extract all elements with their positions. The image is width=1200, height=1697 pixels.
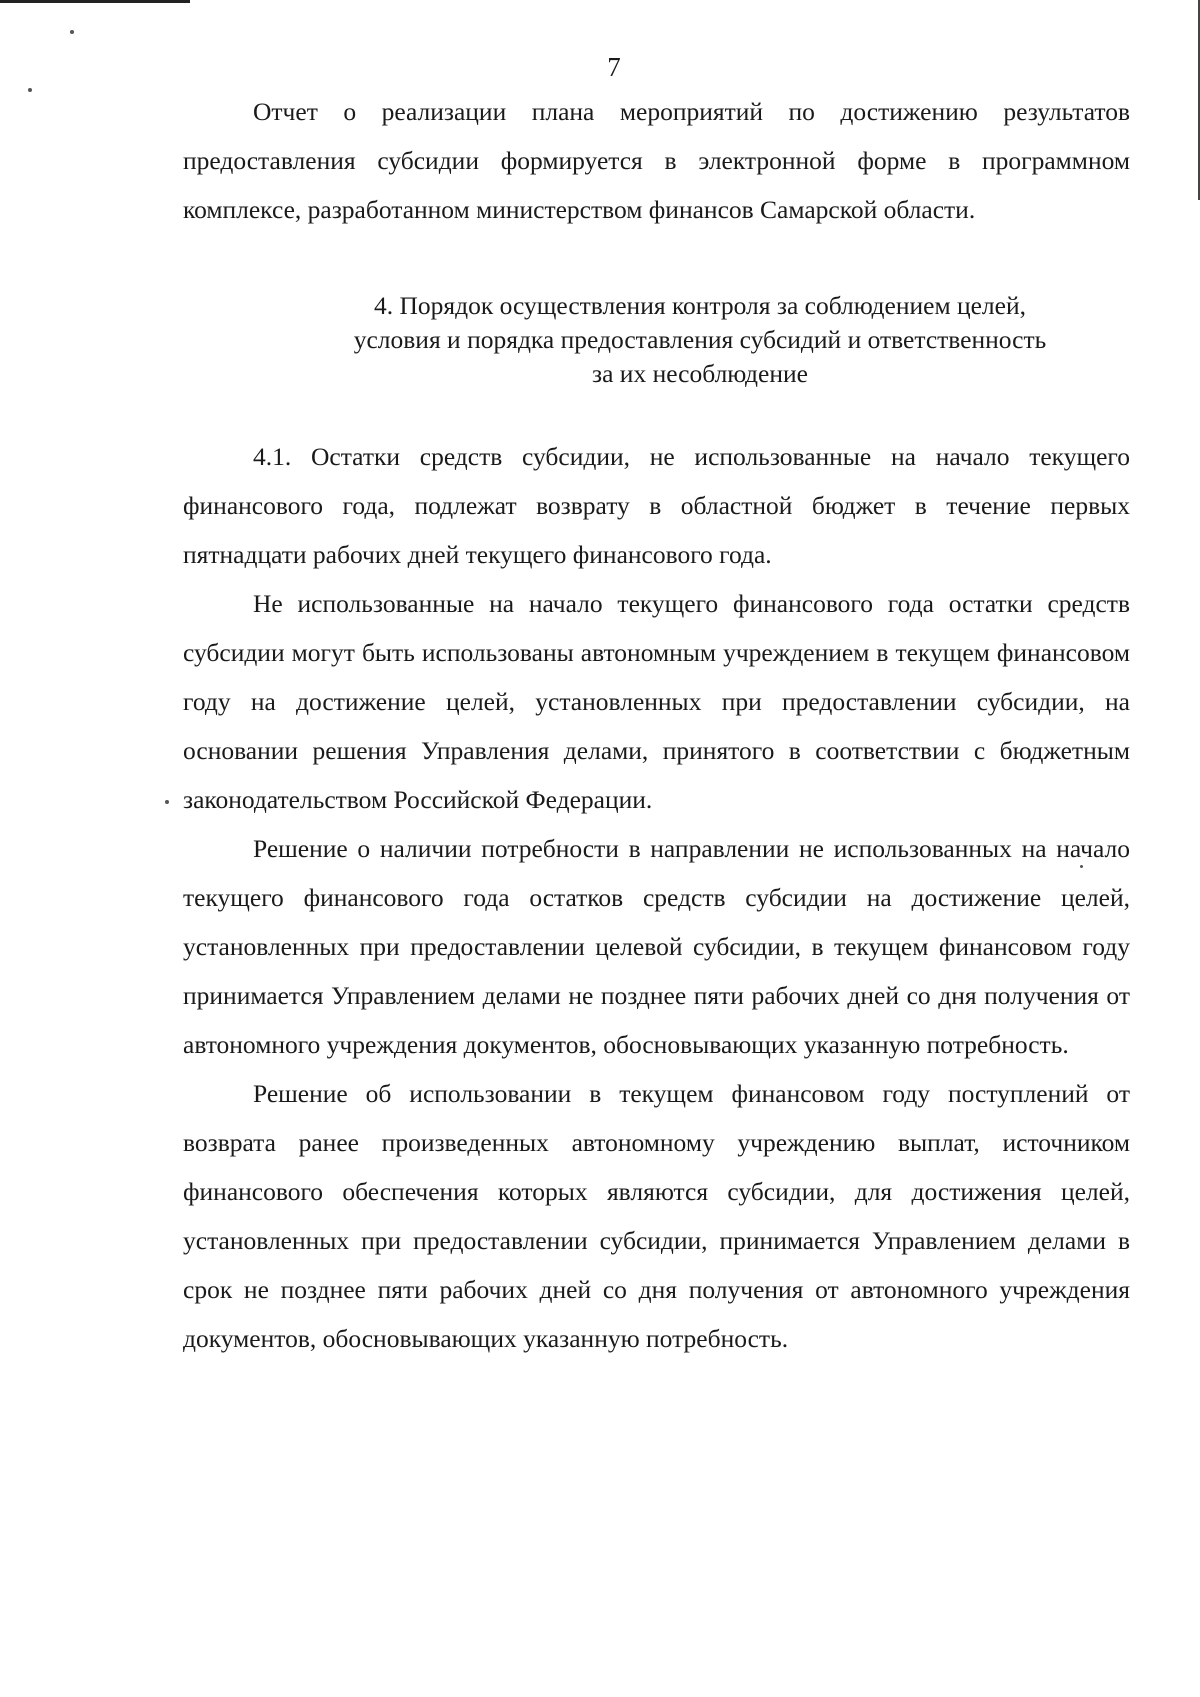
page-number: 7	[607, 52, 621, 82]
scan-border-artifact	[0, 0, 190, 3]
section-heading-line: 4. Порядок осуществления контроля за соблюдением целей,	[374, 291, 1026, 320]
scan-speck	[28, 88, 32, 92]
scan-speck	[165, 800, 169, 804]
intro-paragraph-block	[183, 87, 1130, 234]
paragraph-refund-use-decision: Решение об использовании в текущем финансовом году поступлений от возврата ранее произведенных автономному учреждению выплат, источником финансового обеспечения которых являются субсидии, для достижения целей, установленных при предоставлении субсидии, принимается Управлением делами в срок не позднее пяти рабочих дней со дня получения от автономного учреждения документов, обосновывающих указанную потребность.	[183, 1079, 1130, 1353]
section-body	[183, 432, 1130, 1363]
intro-paragraph: Отчет о реализации плана мероприятий по достижению результатов предоставления субсидии формируется в электронной форме в программном комплексе, разработанном министерством финансов Самарской области.	[183, 97, 1130, 224]
section-heading-line: условия и порядка предоставления субсидий и ответственность	[353, 325, 1047, 354]
paragraph-need-decision: Решение о наличии потребности в направлении не использованных на начало текущего финансового года остатков средств субсидии на достижение целей, установленных при предоставлении целевой субсидии, в текущем финансовом году принимается Управлением делами не позднее пяти рабочих дней со дня получения от автономного учреждения документов, обосновывающих указанную потребность.	[183, 834, 1130, 1059]
scan-speck	[70, 30, 74, 34]
section-heading	[270, 289, 1130, 391]
section-heading-line: за их несоблюдение	[592, 359, 808, 388]
paragraph-4-1: 4.1. Остатки средств субсидии, не использованные на начало текущего финансового года, подлежат возврату в областной бюджет в течение первых пятнадцати рабочих дней текущего финансового года.	[183, 442, 1130, 569]
paragraph-unused-balances: Не использованные на начало текущего финансового года остатки средств субсидии могут быть использованы автономным учреждением в текущем финансовом году на достижение целей, установленных при предоставлении субсидии, на основании решения Управления делами, принятого в соответствии с бюджетным законодательством Российской Федерации.	[183, 589, 1130, 814]
